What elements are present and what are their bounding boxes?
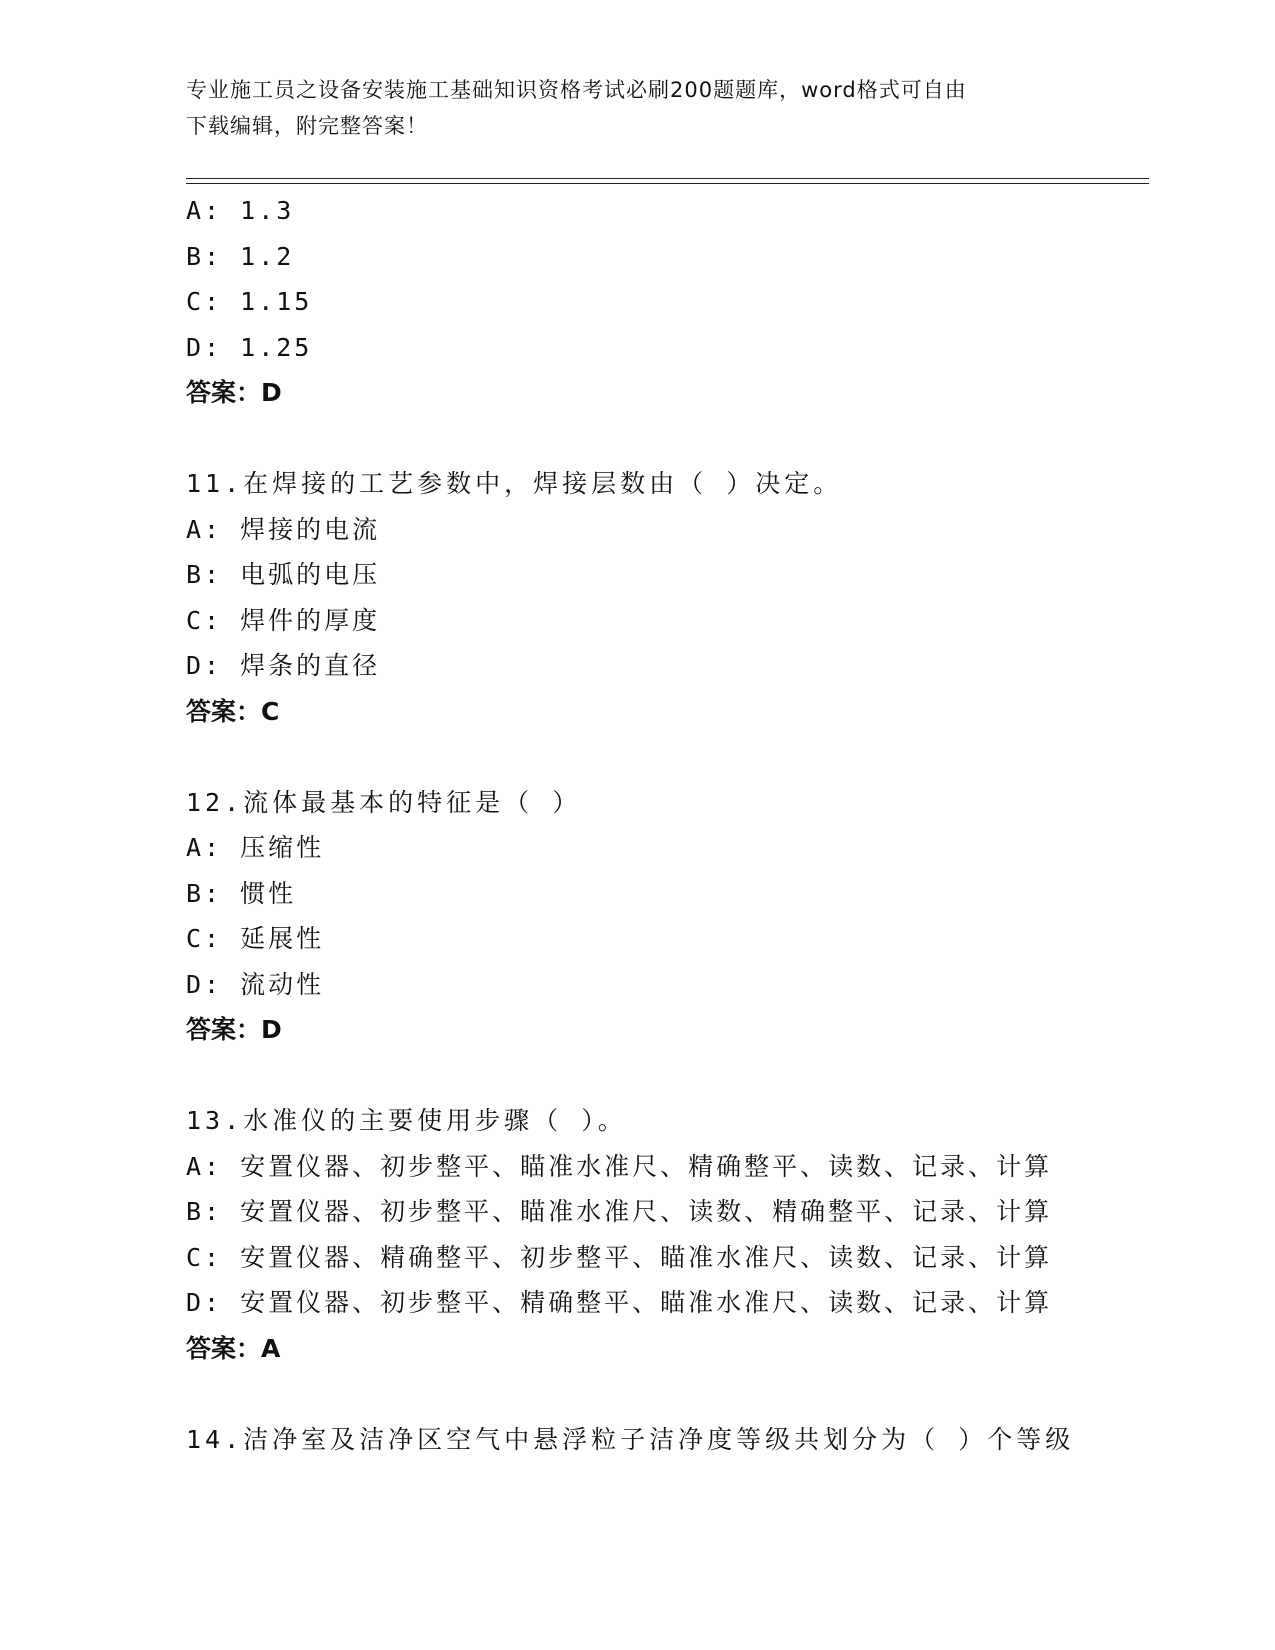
question-title: 13.水准仪的主要使用步骤（ ）。 [186,1106,627,1135]
option-b: B: 惯性 [186,878,297,908]
option-c: C: 延展性 [186,924,325,953]
option-a: A: 压缩性 [186,833,325,862]
answer-line: 答案：A [186,1333,281,1363]
option-a: A: 1.3 [186,196,295,225]
answer-line: 答案：C [186,696,280,726]
header-line-2: 下载编辑，附完整答案！ [186,114,428,138]
option-b: B: 电弧的电压 [186,560,381,589]
option-b: B: 1.2 [186,241,295,271]
question-list [186,188,1146,1462]
header-divider-top [186,178,1149,179]
header-divider-bottom [186,183,1149,184]
answer-line: 答案：D [186,378,282,407]
option-c: C: 安置仪器、精确整平、初步整平、瞄准水准尺、读数、记录、计算 [186,1242,1053,1272]
header-line-1: 专业施工员之设备安装施工基础知识资格考试必刷200题题库，word格式可自由 [186,78,967,102]
document-header [186,72,1086,144]
option-d: D: 1.25 [186,332,313,362]
spacer [186,416,1146,462]
spacer [186,1371,1146,1417]
option-d: D: 安置仪器、初步整平、精确整平、瞄准水准尺、读数、记录、计算 [186,1288,1053,1317]
question-title: 12.流体最基本的特征是（ ） [186,787,582,817]
spacer [186,1053,1146,1099]
option-c: C: 1.15 [186,287,313,316]
spacer [186,734,1146,780]
option-d: D: 焊条的直径 [186,651,381,680]
option-c: C: 焊件的厚度 [186,605,381,635]
question-title: 14.洁净室及洁净区空气中悬浮粒子洁净度等级共划分为（ ）个等级 [186,1424,1075,1454]
question-title: 11.在焊接的工艺参数中，焊接层数由（ ）决定。 [186,469,843,498]
option-d: D: 流动性 [186,969,325,999]
option-a: A: 焊接的电流 [186,514,381,544]
option-a: A: 安置仪器、初步整平、瞄准水准尺、精确整平、读数、记录、计算 [186,1151,1053,1181]
option-b: B: 安置仪器、初步整平、瞄准水准尺、读数、精确整平、记录、计算 [186,1197,1053,1226]
answer-line: 答案：D [186,1015,282,1044]
